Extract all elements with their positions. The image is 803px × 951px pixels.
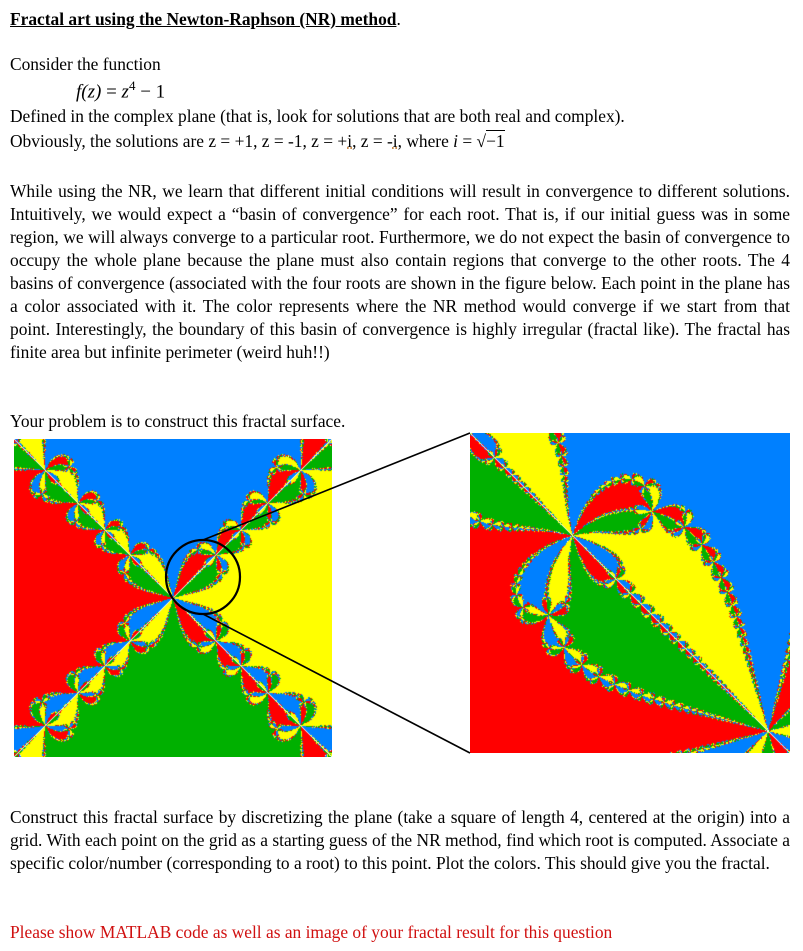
title-period: . [396, 9, 401, 29]
solution-i-negative: i [392, 131, 398, 151]
fractal-main-image [14, 439, 332, 757]
solutions-text-b: , z = - [352, 131, 393, 151]
problem-statement: Your problem is to construct this fractal surface. [10, 411, 346, 431]
solution-i-positive: i [347, 131, 353, 151]
consider-text: Consider the function [10, 54, 161, 74]
fractal-zoom-image [470, 433, 790, 753]
equation-eq: = [106, 81, 117, 103]
sqrt-argument: −1 [486, 131, 505, 151]
solutions-text-a: Obviously, the solutions are z = +1, z = -1, z = + [10, 131, 348, 151]
function-equation [76, 78, 165, 103]
defined-line-1: Defined in the complex plane (that is, look for solutions that are both real and complex). [10, 106, 625, 126]
solutions-text-c: , where [397, 131, 449, 151]
where-i: i [453, 131, 459, 151]
basin-paragraph: While using the NR, we learn that different initial conditions will result in convergence to different solutions. Intuitively, we would expect a “basin of convergence” for each root. That is, if our initial guess was in some region, we will always converge to a particular root. Furthermore, we do not expect the basin of convergence to occupy the whole plane because the plane must also contain regions that converge to the other roots. The 4 basins of convergence (associated with the four roots are shown in the figure below. Each point in the plane has a color associated with it. The color represents where the NR method would converge if we start from that point. Interestingly, the boundary of this basin of convergence is highly irregular (fractal like). The fractal has finite area but infinite perimeter (weird huh!!) [10, 181, 790, 362]
equation-base: z [121, 81, 129, 103]
equation-exponent: 4 [128, 78, 136, 93]
title-text: Fractal art using the Newton-Raphson (NR) method [10, 9, 397, 29]
page-title [10, 8, 790, 31]
defined-line-2 [10, 130, 790, 153]
construct-paragraph: Construct this fractal surface by discretizing the plane (take a square of length 4, centered at the origin) into a grid. With each point on the grid as a starting guess of the NR method, find which root is computed. Associate a specific color/number (corresponding to a root) to this point. Plot the colors. This should give you the fractal. [10, 807, 790, 873]
equation-lhs: f(z) [76, 81, 102, 103]
request-text: Please show MATLAB code as well as an image of your fractal result for this question [10, 922, 613, 942]
where-eq: = [462, 131, 473, 151]
sqrt-expression: √−1 [476, 131, 505, 151]
equation-rest: − 1 [140, 81, 166, 103]
